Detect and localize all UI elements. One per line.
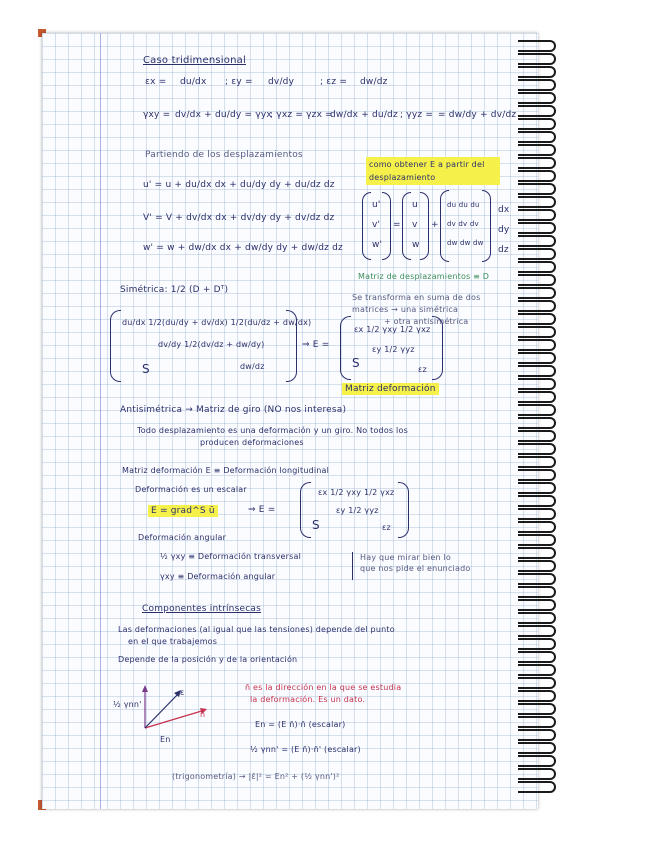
spiral-coil	[518, 235, 556, 247]
e2-matrix-bracket-right	[398, 482, 409, 538]
sym-matrix-bracket-right	[286, 310, 297, 382]
sym-row-1: du/dx 1/2(du/dy + dv/dx) 1/2(du/dz + dw/dx)	[122, 318, 312, 327]
desc-3: + otra antisimétrica	[384, 317, 469, 326]
matrix-u2: u	[412, 200, 418, 210]
spiral-coil	[518, 183, 556, 195]
matrix-bracket-right-2	[420, 192, 429, 260]
spiral-coil	[518, 66, 556, 78]
spiral-coil	[518, 664, 556, 676]
spiral-coil	[518, 144, 556, 156]
en-eq: En = (E n̄)·n̄ (escalar)	[255, 720, 346, 729]
gxy-expr: dv/dx + du/dy = γyx	[175, 110, 272, 120]
note-1: Hay que mirar bien lo	[360, 553, 452, 562]
spiral-coil	[518, 612, 556, 624]
spiral-coil	[518, 248, 556, 260]
matrix-u: u'	[372, 200, 381, 210]
spiral-coil	[518, 170, 556, 182]
spiral-coil	[518, 352, 556, 364]
spiral-coil	[518, 105, 556, 117]
spiral-coil	[518, 547, 556, 559]
angular2-line: γxy ≡ Deformación angular	[160, 572, 276, 581]
spiral-coil	[518, 755, 556, 767]
spiral-coil	[518, 599, 556, 611]
spiral-coil	[518, 495, 556, 507]
gxz-label: ; γxz = γzx =	[270, 110, 333, 120]
plus-sign: +	[431, 220, 439, 230]
spiral-coil	[518, 573, 556, 585]
spiral-coil	[518, 209, 556, 221]
spiral-coil	[518, 638, 556, 650]
d-matrix: du du du dv dv dv dw dw dw	[447, 201, 484, 247]
spiral-coil	[518, 365, 556, 377]
desc-1: Se transforma en suma de dos	[352, 293, 481, 302]
e2-s: S	[312, 518, 320, 532]
e2-row-3: εz	[382, 523, 391, 532]
spiral-coil	[518, 79, 556, 91]
spiral-coil	[518, 326, 556, 338]
grad-arrow: ⇒ E =	[248, 505, 276, 515]
matrix-w: w'	[372, 240, 383, 250]
e2-row-1: εx 1/2 γxy 1/2 γxz	[318, 488, 395, 497]
e-row-1: εx 1/2 γxy 1/2 γxz	[354, 325, 431, 334]
spiral-coil	[518, 469, 556, 481]
sym-matrix-bracket-left	[110, 310, 121, 382]
spiral-coil	[518, 534, 556, 546]
spiral-coil	[518, 482, 556, 494]
d-matrix-bracket-right	[482, 190, 491, 262]
spiral-coil	[518, 222, 556, 234]
sym-row-3: dw/dz	[240, 362, 265, 371]
heading: Caso tridimensional	[143, 55, 246, 66]
e-s: S	[352, 356, 360, 370]
equation-v: V' = V + dv/dx dx + dv/dy dy + dv/dz dz	[143, 213, 335, 223]
note-separator	[352, 552, 353, 580]
spiral-coil	[518, 508, 556, 520]
spiral-coil	[518, 703, 556, 715]
ey-frac: dv/dy	[268, 77, 295, 87]
equation-w: w' = w + dw/dx dx + dw/dy dy + dw/dz dz	[143, 243, 343, 253]
spiral-coil	[518, 781, 556, 793]
sym-row-2: dv/dy 1/2(dv/dz + dw/dy)	[158, 340, 265, 349]
ez-label: ; εz =	[320, 77, 348, 87]
desc-2: matrices → una simétrica	[352, 305, 459, 314]
matrix-bracket-left-2	[402, 192, 411, 260]
equals-sign: =	[393, 220, 401, 230]
transversal-line: ½ γxy ≡ Deformación transversal	[160, 552, 302, 561]
matrix-v: v'	[372, 220, 381, 230]
matrix-bracket-right	[382, 192, 391, 260]
spiral-coil	[518, 196, 556, 208]
spiral-coil	[518, 274, 556, 286]
e2-matrix-bracket-left	[300, 482, 311, 538]
longitudinal-line: Matriz deformación E ≡ Deformación longitudinal	[122, 466, 330, 475]
spiral-coil	[518, 430, 556, 442]
antisimetrica-line: Antisimétrica → Matriz de giro (NO nos interesa)	[120, 405, 347, 415]
note-2: que nos pide el enunciado	[360, 564, 471, 573]
ez-frac: dw/dz	[360, 77, 388, 87]
gyz-label: ; γyz =	[400, 110, 434, 120]
spiral-coil	[518, 391, 556, 403]
spiral-coil	[518, 651, 556, 663]
spiral-binding	[518, 40, 558, 810]
ex-frac: du/dx	[180, 77, 207, 87]
gxz-expr: dw/dx + du/dz	[330, 110, 398, 120]
spiral-coil	[518, 287, 556, 299]
e-matrix-bracket-right	[432, 316, 443, 380]
deformacion-label: Matriz deformación	[342, 383, 439, 395]
spiral-coil	[518, 404, 556, 416]
equation-u: u' = u + du/dx dx + du/dy dy + du/dz dz	[143, 180, 335, 190]
n-desc-2: la deformación. Es un dato.	[250, 695, 366, 704]
spiral-coil	[518, 677, 556, 689]
trig-eq: (trigonometría) → |ε̄|² = En² + (½ γnn')²	[172, 772, 340, 781]
sym-s: S	[142, 362, 150, 376]
simetrica-line: Simétrica: 1/2 (D + Dᵀ)	[120, 285, 229, 295]
spiral-coil	[518, 300, 556, 312]
todo-2: producen deformaciones	[200, 438, 304, 447]
spiral-coil	[518, 768, 556, 780]
matrix-bracket-left	[362, 192, 371, 260]
spiral-coil	[518, 118, 556, 130]
spiral-coil	[518, 742, 556, 754]
e2-row-2: εy 1/2 γyz	[336, 506, 379, 515]
diag-eps: ε	[180, 688, 185, 697]
spiral-coil	[518, 261, 556, 273]
spiral-coil	[518, 339, 556, 351]
spiral-coil	[518, 729, 556, 741]
diag-n: n̄	[200, 710, 206, 719]
matrix-w2: w	[412, 240, 420, 250]
bullet-1b: en el que trabajemos	[128, 637, 218, 646]
matrix-label: Matriz de desplazamientos ≡ D	[358, 272, 490, 281]
e-row-2: εy 1/2 γyz	[372, 345, 415, 354]
arrow-e: ⇒ E =	[302, 340, 330, 350]
spiral-coil	[518, 625, 556, 637]
todo-1: Todo desplazamiento es una deformación y un giro. No todos los	[137, 426, 408, 435]
componentes-heading: Componentes intrínsecas	[142, 604, 261, 614]
spiral-coil	[518, 53, 556, 65]
spiral-coil	[518, 443, 556, 455]
escalar-line: Deformación es un escalar	[135, 485, 247, 494]
callout-note: como obtener E a partir del desplazamiento	[366, 157, 500, 185]
n-desc-1: n̄ es la dirección en la que se estudia	[245, 683, 402, 692]
spiral-coil	[518, 560, 556, 572]
gyz-expr: = dw/dy + dv/dz	[438, 110, 517, 120]
ex-label: εx =	[145, 77, 167, 87]
spiral-coil	[518, 521, 556, 533]
spiral-coil	[518, 690, 556, 702]
angular-line: Deformación angular	[138, 533, 227, 542]
diag-gamma: ½ γnn'	[113, 700, 142, 709]
bullet-2: Depende de la posición y de la orientación	[118, 655, 298, 664]
desplazamientos-heading: Partiendo de los desplazamientos	[145, 150, 303, 160]
e-matrix-bracket-left	[340, 316, 351, 380]
ey-label: ; εy =	[225, 77, 253, 87]
grad-line: E = grad^S ū	[148, 505, 218, 517]
bullet-1: Las deformaciones (al igual que las tensiones) depende del punto	[118, 625, 395, 634]
spiral-coil	[518, 92, 556, 104]
spiral-coil	[518, 157, 556, 169]
spiral-coil	[518, 417, 556, 429]
gamma-eq: ½ γnn' = (E n̄)·n̄' (escalar)	[250, 745, 361, 754]
spiral-coil	[518, 40, 556, 52]
margin-line	[100, 33, 101, 809]
matrix-v2: v	[412, 220, 418, 230]
e-row-3: εz	[418, 365, 427, 374]
gxy-label: γxy =	[143, 110, 171, 120]
spiral-coil	[518, 313, 556, 325]
spiral-coil	[518, 131, 556, 143]
spiral-coil	[518, 456, 556, 468]
spiral-coil	[518, 378, 556, 390]
spiral-coil	[518, 586, 556, 598]
d-vector: dx dy dz	[498, 205, 510, 255]
spiral-coil	[518, 716, 556, 728]
diag-en: En	[160, 735, 171, 744]
